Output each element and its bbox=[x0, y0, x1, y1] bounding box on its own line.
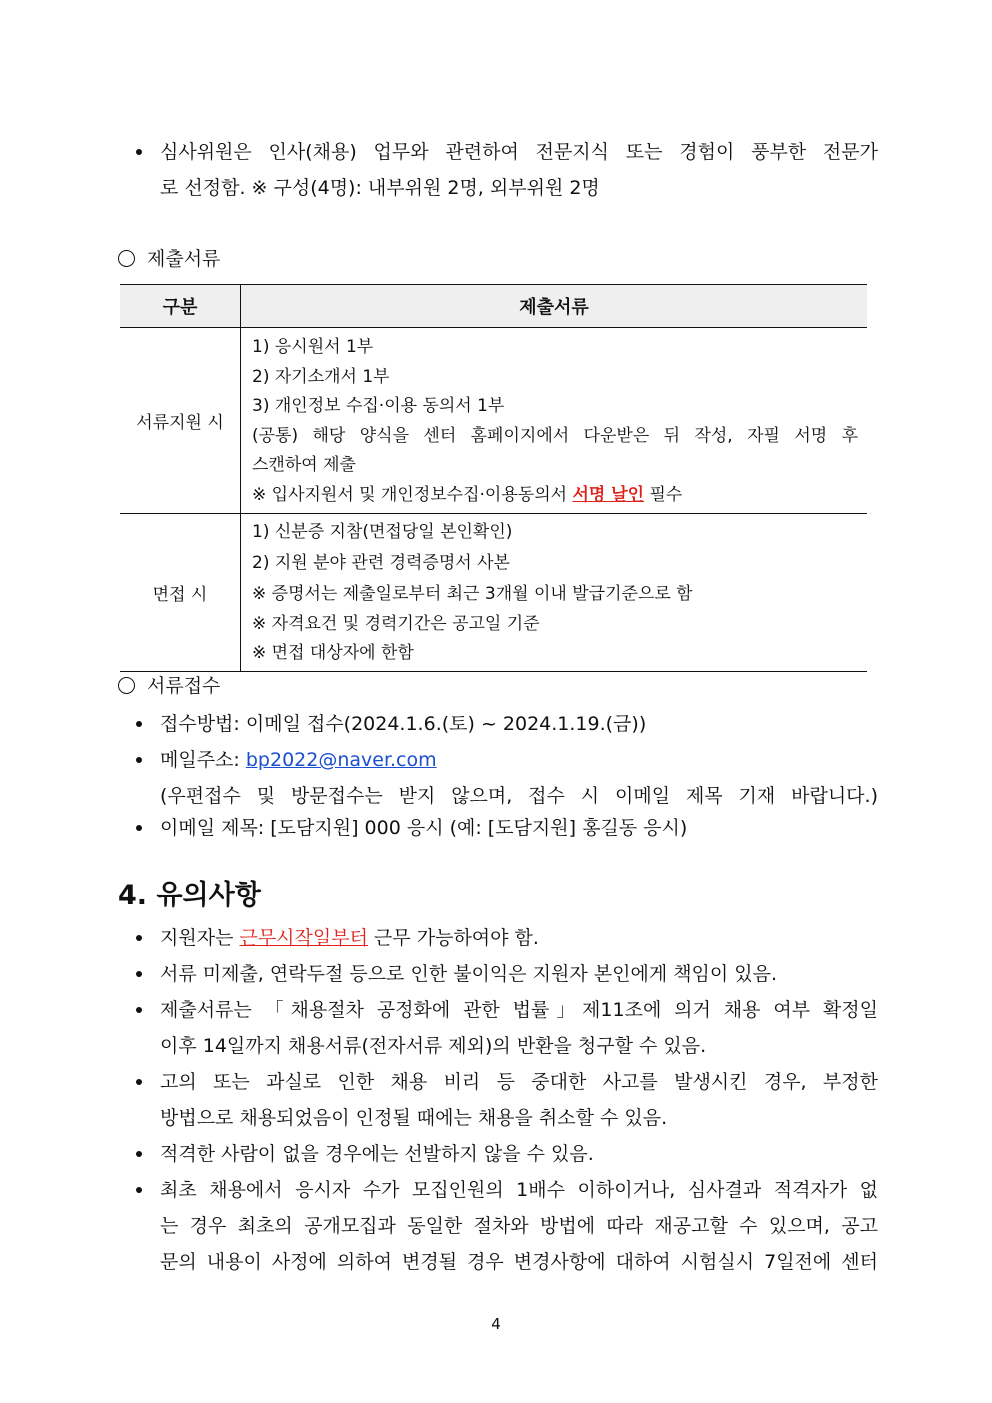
intro-bullet-cont bbox=[138, 170, 878, 206]
row2-item-3: ※ 증명서는 제출일로부터 최근 3개월 이내 발급기준으로 함 bbox=[252, 584, 693, 604]
note-6-cont1 bbox=[138, 1208, 878, 1244]
note-4-cont bbox=[138, 1100, 878, 1136]
header-documents: 제출서류 bbox=[241, 285, 868, 328]
row1-note-prefix: ※ 입사지원서 및 개인정보수집·이용동의서 bbox=[252, 484, 573, 505]
row2-item-1: 1) 신분증 지참(면접당일 본인확인) bbox=[252, 522, 513, 542]
note3-line1: 제출서류는 「채용절차 공정화에 관한 법률」제11조에 의거 채용 여부 확정일 bbox=[160, 999, 878, 1021]
note-3-cont bbox=[138, 1028, 878, 1064]
bullet-dot bbox=[136, 1187, 142, 1193]
receipt-subject bbox=[138, 810, 878, 846]
note6-line2: 는 경우 최초의 공개모집과 동일한 절차와 방법에 따라 재공고할 수 있으며, 공고 bbox=[160, 1215, 878, 1237]
note-4 bbox=[138, 1064, 878, 1100]
receipt-mail-note bbox=[138, 778, 878, 814]
note4-line2: 방법으로 채용되었음이 인정될 때에는 채용을 취소할 수 있음. bbox=[160, 1107, 668, 1129]
row1-item-3: 3) 개인정보 수집·이용 동의서 1부 bbox=[252, 396, 505, 416]
receipt-heading bbox=[118, 671, 220, 701]
bullet-dot bbox=[136, 971, 142, 977]
receipt-method bbox=[138, 706, 878, 742]
circle-marker-icon bbox=[118, 250, 135, 267]
table-header-row bbox=[120, 285, 867, 328]
note6-line1: 최초 채용에서 응시자 수가 모집인원의 1배수 이하이거나, 심사결과 적격자가 없 bbox=[160, 1179, 878, 1201]
note-6-cont2 bbox=[138, 1244, 878, 1280]
signature-highlight: 서명 날인 bbox=[572, 484, 645, 505]
bullet-dot bbox=[136, 825, 142, 831]
note2-text: 서류 미제출, 연락두절 등으로 인한 불이익은 지원자 본인에게 책임이 있음. bbox=[160, 963, 778, 985]
header-category: 구분 bbox=[120, 285, 241, 328]
row2-item-4: ※ 자격요건 및 경력기간은 공고일 기준 bbox=[252, 614, 540, 634]
intro-line-1: 심사위원은 인사(채용) 업무와 관련하여 전문지식 또는 경험이 풍부한 전문가 bbox=[160, 141, 878, 163]
note3-line2: 이후 14일까지 채용서류(전자서류 제외)의 반환을 청구할 수 있음. bbox=[160, 1035, 707, 1057]
docs-heading bbox=[118, 244, 220, 274]
note1-suffix: 근무 가능하여야 함. bbox=[367, 927, 539, 949]
bullet-dot bbox=[136, 1007, 142, 1013]
intro-bullet bbox=[138, 134, 878, 170]
documents-table bbox=[120, 284, 867, 672]
intro-line-2: 로 선정함. ※ 구성(4명): 내부위원 2명, 외부위원 2명 bbox=[160, 177, 600, 199]
row1-item-5: 스캔하여 제출 bbox=[252, 455, 356, 475]
row1-item-4: (공통) 해당 양식을 센터 홈페이지에서 다운받은 뒤 작성, 자필 서명 후 bbox=[252, 425, 858, 446]
row1-note-suffix: 필수 bbox=[644, 484, 683, 505]
receipt-heading-text: 서류접수 bbox=[147, 675, 221, 697]
note-2 bbox=[138, 956, 878, 992]
mail-address-link[interactable]: bp2022@naver.com bbox=[245, 749, 437, 771]
note-5 bbox=[138, 1136, 878, 1172]
bullet-dot bbox=[136, 149, 142, 155]
note-3 bbox=[138, 992, 878, 1028]
row1-note bbox=[252, 481, 858, 511]
row2-label: 면접 시 bbox=[120, 514, 241, 672]
start-date-highlight: 근무시작일부터 bbox=[239, 927, 368, 949]
bullet-dot bbox=[136, 757, 142, 763]
note4-line1: 고의 또는 과실로 인한 채용 비리 등 중대한 사고를 발생시킨 경우, 부정한 bbox=[160, 1071, 878, 1093]
row1-label: 서류지원 시 bbox=[120, 328, 241, 514]
bullet-dot bbox=[136, 1079, 142, 1085]
note6-line3: 문의 내용이 사정에 의하여 변경될 경우 변경사항에 대하여 시험실시 7일전에 센터 bbox=[160, 1251, 878, 1273]
bullet-dot bbox=[136, 1151, 142, 1157]
row1-item-2: 2) 자기소개서 1부 bbox=[252, 366, 390, 387]
notes-heading: 4. 유의사항 bbox=[118, 880, 261, 911]
note-6 bbox=[138, 1172, 878, 1208]
note-1 bbox=[138, 920, 878, 956]
row2-item-5: ※ 면접 대상자에 한함 bbox=[252, 643, 414, 663]
table-row bbox=[120, 328, 867, 514]
note5-text: 적격한 사람이 없을 경우에는 선발하지 않을 수 있음. bbox=[160, 1143, 594, 1165]
circle-marker-icon bbox=[118, 677, 135, 694]
docs-heading-text: 제출서류 bbox=[147, 248, 221, 270]
mail-note-text: (우편접수 및 방문접수는 받지 않으며, 접수 시 이메일 제목 기재 바랍니다.) bbox=[160, 785, 878, 807]
page-number: 4 bbox=[491, 1315, 501, 1333]
receipt-mail bbox=[138, 742, 878, 778]
note1-prefix: 지원자는 bbox=[160, 927, 240, 949]
bullet-dot bbox=[136, 721, 142, 727]
row1-content bbox=[241, 328, 868, 514]
row1-item-1: 1) 응시원서 1부 bbox=[252, 337, 374, 357]
row2-content bbox=[241, 514, 868, 672]
table-row bbox=[120, 514, 867, 672]
receipt-method-text: 접수방법: 이메일 접수(2024.1.6.(토) ~ 2024.1.19.(금)) bbox=[160, 713, 647, 735]
row2-item-2: 2) 지원 분야 관련 경력증명서 사본 bbox=[252, 553, 510, 573]
subject-text: 이메일 제목: [도담지원] 000 응시 (예: [도담지원] 홍길동 응시) bbox=[160, 817, 688, 839]
mail-label: 메일주소: bbox=[160, 749, 246, 771]
bullet-dot bbox=[136, 935, 142, 941]
